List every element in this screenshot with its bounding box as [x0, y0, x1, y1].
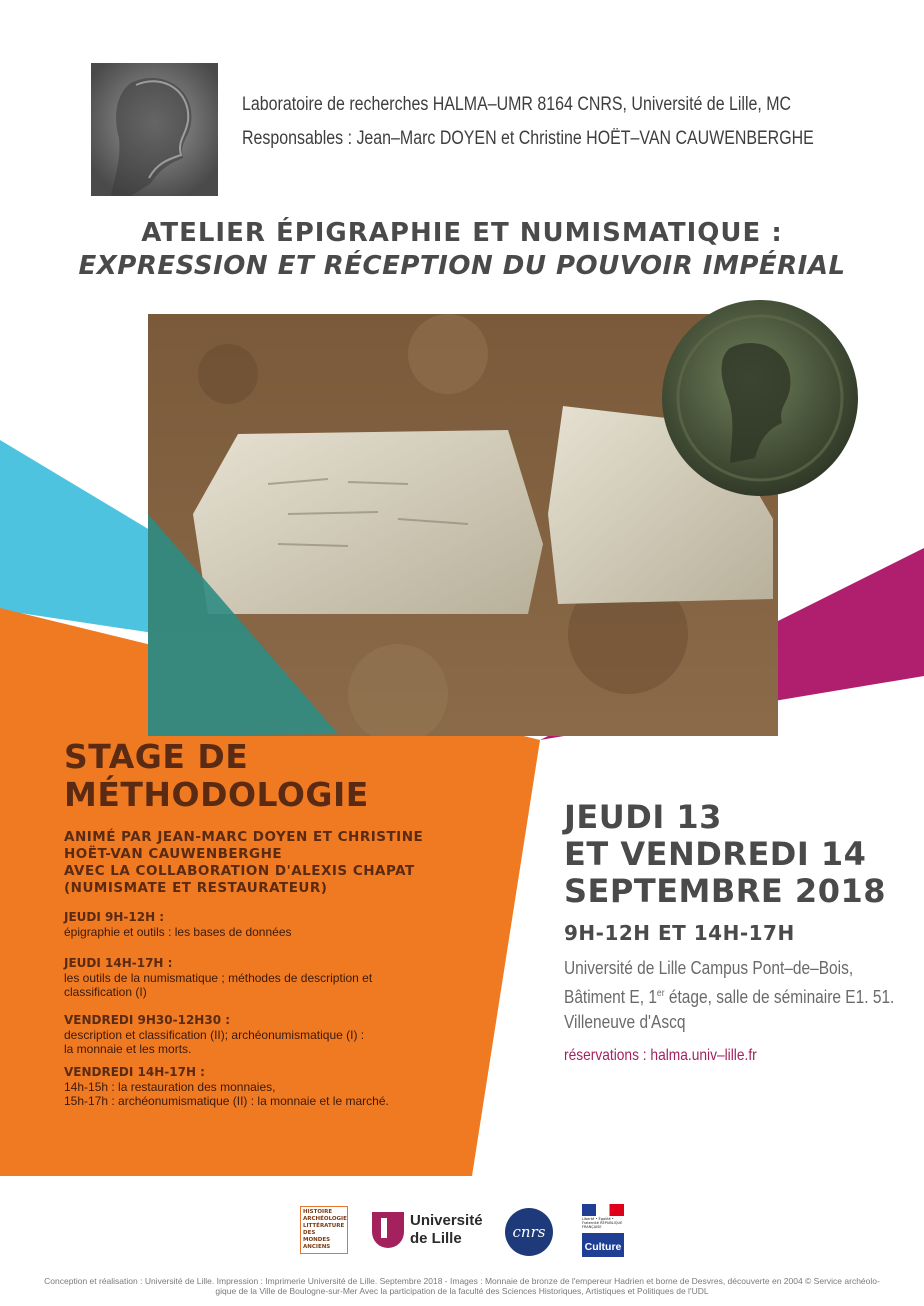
session-block [64, 956, 484, 999]
universite-lille-wordmark [410, 1212, 483, 1248]
animated-line: HOËT-VAN CAUWENBERGHE [64, 846, 283, 862]
animated-by-block [64, 829, 423, 897]
laboratory-line: Laboratoire de recherches HALMA–UMR 8164 CNRS, Université de Lille, MC [242, 94, 792, 115]
event-date-line2: ET VENDREDI 14 [564, 835, 867, 873]
venue-line2-b: étage, salle de séminaire E1. 51. [664, 987, 895, 1007]
stage-title-line2: MÉTHODOLOGIE [64, 775, 369, 814]
event-hours: 9H-12H ET 14H-17H [564, 921, 795, 945]
credits-line2: gique de la Ville de Boulogne-sur-Mer Avec la participation de la faculté des Sciences Historiques, Artistiques et Politiques de l'UDL [215, 1286, 709, 1296]
session-line: classification (I) [64, 985, 147, 999]
venue-line2-sup: er [656, 988, 665, 999]
credits-line1: Conception et réalisation : Université de Lille. Impression : Imprimerie Université de Lille. Septembre 2018 - Images : Monnaie de bronze de l'empereur Hadrien et borne de Desvres, découverte en 2004 © Service archéolo- [44, 1276, 880, 1286]
halma-logo-line: HISTOIRE [303, 1209, 333, 1215]
session-line: épigraphie et outils : les bases de données [64, 925, 292, 939]
venue-line2-a: Bâtiment E, 1 [564, 987, 657, 1007]
culture-logo: Culture [582, 1233, 624, 1257]
halma-logo-line: DES [303, 1230, 316, 1236]
cnrs-logo: cnrs [505, 1208, 553, 1256]
session-block [64, 910, 484, 939]
stage-title-line1: STAGE DE [64, 737, 249, 776]
halma-logo [300, 1206, 348, 1254]
workshop-subtitle: EXPRESSION ET RÉCEPTION DU POUVOIR IMPÉRIAL [78, 251, 846, 281]
hadrian-coin-image [660, 298, 860, 498]
event-date-line3: SEPTEMBRE 2018 [564, 872, 886, 910]
halma-logo-line: LITTÉRATURE [303, 1223, 345, 1229]
animated-line: ANIMÉ PAR JEAN-MARC DOYEN ET CHRISTINE [64, 829, 424, 845]
partner-logos [0, 1200, 924, 1262]
animated-line: AVEC LA COLLABORATION D'ALEXIS CHAPAT [64, 863, 415, 879]
tricolor-flag-icon [582, 1204, 624, 1216]
animated-line: (NUMISMATE ET RESTAURATEUR) [64, 880, 328, 896]
credits-footer [40, 1276, 884, 1296]
republique-francaise-text: Liberté • Égalité • Fraternité RÉPUBLIQUE FRANÇAISE [582, 1217, 623, 1229]
universite-lille-mark-icon [372, 1212, 404, 1248]
event-date-line1: JEUDI 13 [564, 798, 722, 836]
workshop-title: ATELIER ÉPIGRAPHIE ET NUMISMATIQUE : [141, 218, 783, 248]
venue-block [564, 956, 924, 1035]
stage-title [64, 738, 369, 814]
session-day: VENDREDI 9H30-12H30 : [64, 1013, 231, 1027]
session-line: description et classification (II); archéonumismatique (I) : [64, 1028, 365, 1042]
session-line: les outils de la numismatique ; méthodes de description et [64, 971, 373, 985]
halma-logo-line: ARCHÉOLOGIE [303, 1216, 347, 1222]
session-block [64, 1065, 484, 1108]
venue-line3: Villeneuve d'Ascq [564, 1012, 686, 1032]
session-line: 14h-15h : la restauration des monnaies, [64, 1080, 276, 1094]
universite-lille-line1: Université [410, 1212, 483, 1229]
session-block [64, 1013, 484, 1056]
session-day: VENDREDI 14H-17H : [64, 1065, 205, 1079]
venue-line1: Université de Lille Campus Pont–de–Bois, [564, 958, 854, 978]
session-day: JEUDI 9H-12H : [64, 910, 165, 924]
halma-logo-line: MONDES [303, 1237, 331, 1243]
session-day: JEUDI 14H-17H : [64, 956, 173, 970]
venue-line2 [564, 981, 894, 1010]
republique-francaise-logo [582, 1204, 624, 1229]
session-line: 15h-17h : archéonumismatique (II) : la monnaie et le marché. [64, 1094, 389, 1108]
session-line: la monnaie et les morts. [64, 1042, 192, 1056]
universite-lille-line2: de Lille [410, 1230, 462, 1247]
emperor-portrait-image [91, 63, 218, 196]
reservations-link[interactable]: réservations : halma.univ–lille.fr [564, 1047, 757, 1064]
halma-logo-line: ANCIENS [303, 1244, 331, 1250]
responsables-line: Responsables : Jean–Marc DOYEN et Christine HOËT–VAN CAUWENBERGHE [242, 128, 814, 149]
